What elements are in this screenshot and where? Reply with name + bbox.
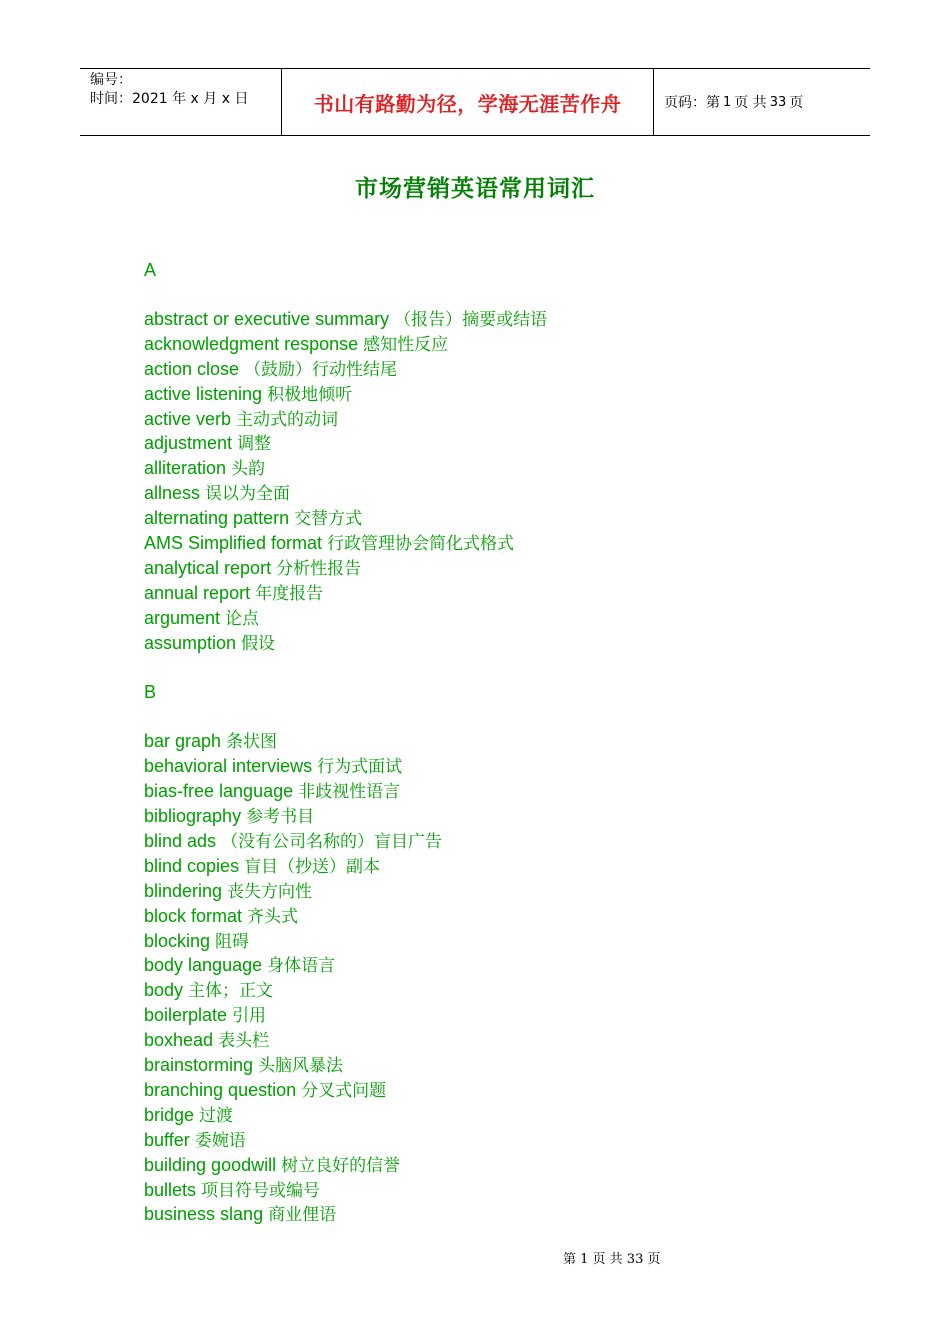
term-row: [144, 382, 844, 407]
term-chinese: 年度报告: [255, 583, 324, 604]
term-chinese: 过渡: [199, 1105, 234, 1126]
vocabulary-list: [144, 258, 844, 1227]
term-chinese: 丧失方向性: [227, 881, 313, 902]
term-chinese: 交替方式: [294, 509, 363, 530]
term-chinese: 误以为全面: [205, 484, 291, 505]
term-chinese: 感知性反应: [363, 334, 449, 355]
term-row: [144, 879, 844, 904]
term-english: boilerplate: [144, 1005, 228, 1026]
page-prefix: 页码：第: [664, 95, 720, 111]
term-english: assumption: [144, 632, 237, 653]
term-chinese: 齐头式: [247, 906, 299, 927]
term-row: [144, 307, 844, 332]
term-row: [144, 779, 844, 804]
term-chinese: 分析性报告: [276, 558, 362, 579]
term-english: adjustment: [144, 433, 233, 454]
term-row: [144, 581, 844, 606]
term-chinese: （没有公司名称的）盲目广告: [221, 832, 443, 853]
term-chinese: 行政管理协会简化式格式: [327, 534, 515, 555]
term-english: blind copies: [144, 855, 240, 876]
section-letter: B: [144, 682, 157, 703]
term-row: [144, 1103, 844, 1128]
header-page-info: [654, 69, 870, 135]
term-chinese: 分叉式问题: [301, 1080, 387, 1101]
term-english: block format: [144, 905, 243, 926]
term-row: [144, 506, 844, 531]
term-english: blind ads: [144, 831, 217, 852]
term-row: [144, 1003, 844, 1028]
term-english: blindering: [144, 880, 223, 901]
term-row: [144, 1153, 844, 1178]
term-english: business slang: [144, 1204, 264, 1225]
term-chinese: （鼓励）行动性结尾: [244, 359, 398, 380]
term-row: [144, 804, 844, 829]
term-row: [144, 631, 844, 656]
page-footer: 第 1 页 共 33 页: [563, 1252, 661, 1267]
term-row: [144, 1053, 844, 1078]
term-row: [144, 1202, 844, 1227]
term-english: building goodwill: [144, 1154, 277, 1175]
term-row: [144, 456, 844, 481]
term-english: body: [144, 980, 184, 1001]
term-english: bridge: [144, 1104, 195, 1125]
term-row: [144, 1178, 844, 1203]
term-row: [144, 854, 844, 879]
term-english: body language: [144, 955, 263, 976]
term-row: [144, 929, 844, 954]
term-chinese: 假设: [241, 633, 276, 654]
term-english: alliteration: [144, 458, 227, 479]
term-english: bar graph: [144, 731, 222, 752]
term-row: [144, 1028, 844, 1053]
header-meta: [80, 69, 281, 135]
term-english: boxhead: [144, 1030, 214, 1051]
term-english: active listening: [144, 383, 263, 404]
term-row: [144, 754, 844, 779]
term-english: blocking: [144, 930, 211, 951]
term-row: [144, 556, 844, 581]
term-english: buffer: [144, 1129, 190, 1150]
term-row: [144, 531, 844, 556]
term-english: alternating pattern: [144, 508, 290, 529]
term-row: [144, 357, 844, 382]
page-header: [80, 68, 870, 136]
term-english: active verb: [144, 408, 232, 429]
term-row: [144, 1128, 844, 1153]
term-english: AMS Simplified format: [144, 533, 323, 554]
term-chinese: 头韵: [231, 459, 266, 480]
page-total: 33: [769, 94, 787, 110]
term-chinese: 身体语言: [267, 956, 336, 977]
term-chinese: 项目符号或编号: [201, 1180, 321, 1201]
term-english: bullets: [144, 1179, 197, 1200]
term-row: [144, 431, 844, 456]
term-row: [144, 904, 844, 929]
page-suffix: 页: [789, 95, 804, 111]
term-row: [144, 829, 844, 854]
term-row: [144, 953, 844, 978]
code-label: 编号：: [90, 72, 132, 88]
term-english: brainstorming: [144, 1055, 254, 1076]
document-title: 市场营销英语常用词汇: [355, 176, 595, 202]
term-english: behavioral interviews: [144, 756, 313, 777]
term-chinese: 表头栏: [218, 1031, 270, 1052]
page-mid: 页 共: [734, 95, 767, 111]
term-chinese: 阻碍: [215, 931, 250, 952]
term-english: abstract or executive summary: [144, 309, 390, 329]
term-english: acknowledgment response: [144, 333, 359, 354]
term-row: [144, 407, 844, 432]
term-chinese: 商业俚语: [268, 1205, 337, 1226]
term-chinese: （报告）摘要或结语: [394, 310, 548, 330]
term-chinese: 头脑风暴法: [258, 1056, 344, 1077]
term-chinese: 积极地倾听: [267, 384, 353, 405]
header-motto: 书山有路勤为径，学海无涯苦作舟: [281, 69, 654, 135]
term-chinese: 参考书目: [246, 807, 315, 828]
term-chinese: 盲目（抄送）副本: [244, 856, 381, 877]
term-chinese: 引用: [232, 1006, 267, 1027]
term-row: [144, 481, 844, 506]
term-row: [144, 729, 844, 754]
term-english: annual report: [144, 582, 251, 603]
term-chinese: 委婉语: [194, 1130, 246, 1151]
term-chinese: 主动式的动词: [236, 409, 339, 430]
term-row: [144, 606, 844, 631]
term-chinese: 条状图: [226, 732, 278, 753]
term-english: action close: [144, 358, 240, 379]
section-letter: A: [144, 260, 157, 280]
term-chinese: 主体；正文: [188, 981, 274, 1002]
term-row: [144, 978, 844, 1003]
term-english: allness: [144, 483, 201, 504]
page-current: 1: [723, 94, 732, 110]
term-english: analytical report: [144, 557, 272, 578]
term-chinese: 树立良好的信誉: [281, 1155, 401, 1176]
term-chinese: 调整: [237, 434, 272, 455]
term-row: [144, 1078, 844, 1103]
term-row: [144, 332, 844, 357]
term-english: branching question: [144, 1079, 297, 1100]
term-chinese: 论点: [225, 608, 260, 629]
term-chinese: 行为式面试: [317, 757, 403, 778]
term-chinese: 非歧视性语言: [298, 782, 401, 803]
time-label: 时间：2021 年 x 月 x 日: [90, 91, 249, 107]
term-english: bibliography: [144, 806, 242, 827]
term-english: argument: [144, 607, 221, 628]
term-english: bias-free language: [144, 781, 294, 802]
